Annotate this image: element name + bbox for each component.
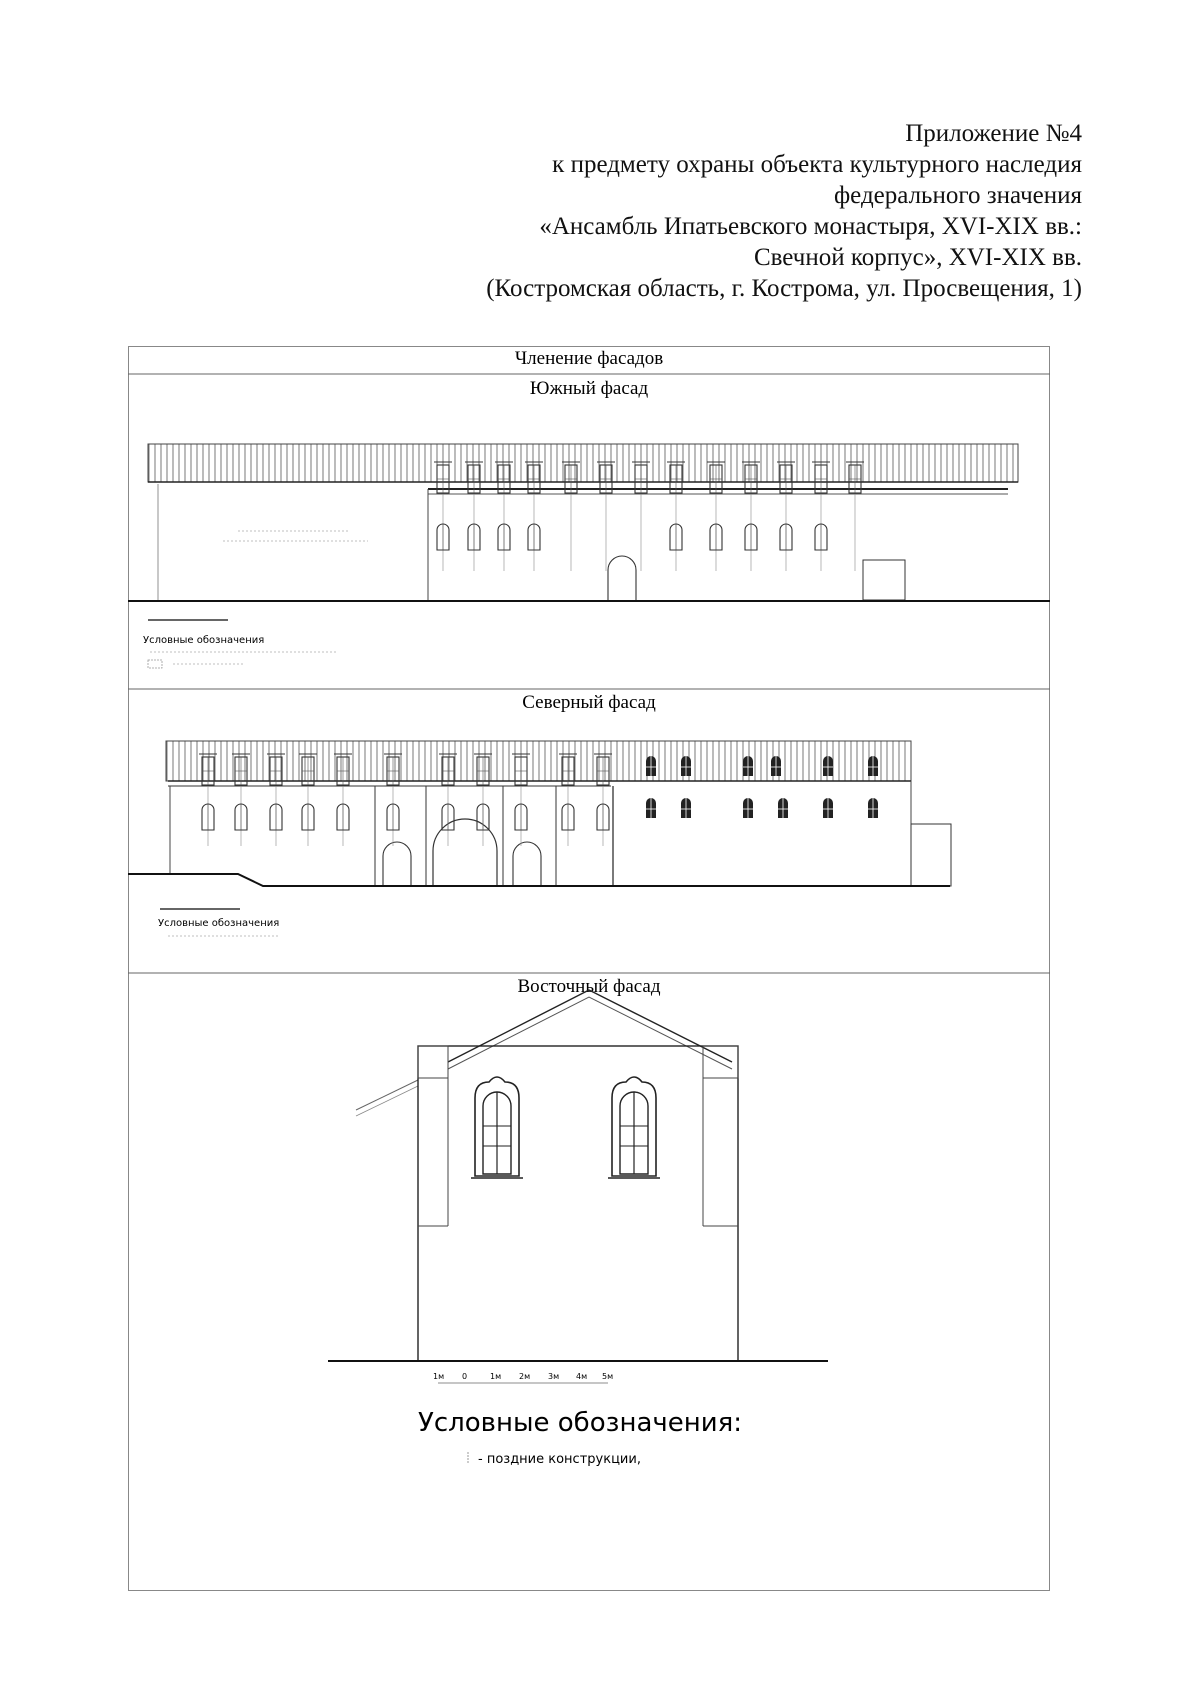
east-window-1: [471, 1077, 523, 1178]
scale-label-1: 1м: [490, 1372, 502, 1381]
north-lower-window-dark: [778, 798, 788, 818]
south-upper-window: [777, 462, 795, 493]
north-lower-window-dark: [681, 798, 691, 818]
north-lower-window: [337, 804, 349, 830]
north-upper-window: [594, 754, 612, 785]
south-lower-window: [498, 524, 510, 550]
south-upper-window: [465, 462, 483, 493]
north-lower-window: [562, 804, 574, 830]
north-upper-window-dark: [646, 756, 656, 776]
scale-label-0: 0: [462, 1372, 468, 1381]
scale-label-2: 2м: [519, 1372, 531, 1381]
sheet-title: Членение фасадов: [514, 348, 664, 369]
south-upper-window: [667, 462, 685, 493]
south-upper-window: [562, 462, 580, 493]
south-lower-window: [670, 524, 682, 550]
north-annex: [911, 824, 951, 886]
east-window-2: [608, 1077, 660, 1178]
east-gable: [448, 990, 732, 1062]
south-lower-window: [745, 524, 757, 550]
east-facade-drawing: [328, 990, 828, 1361]
north-upper-window: [232, 754, 250, 785]
north-lower-window: [477, 804, 489, 830]
scale-label-minus1: 1м: [433, 1372, 445, 1381]
south-lower-window: [815, 524, 827, 550]
document-header: [282, 118, 1082, 304]
north-upper-window: [439, 754, 457, 785]
north-upper-window-dark: [681, 756, 691, 776]
north-lower-window: [597, 804, 609, 830]
south-upper-window: [707, 462, 725, 493]
north-lower-window: [202, 804, 214, 830]
north-roof: [166, 741, 911, 781]
north-facade-title: Северный фасад: [522, 692, 656, 713]
header-line-ensemble: «Ансамбль Ипатьевского монастыря, XVI-XIX вв.:: [539, 213, 1082, 240]
east-wall: [418, 1046, 738, 1361]
north-upper-window: [384, 754, 402, 785]
north-upper-window: [299, 754, 317, 785]
south-lower-window: [528, 524, 540, 550]
north-upper-window: [512, 754, 530, 785]
scale-label-4: 4м: [576, 1372, 588, 1381]
north-lower-window-dark: [823, 798, 833, 818]
north-lower-window: [387, 804, 399, 830]
north-upper-window: [334, 754, 352, 785]
south-upper-window: [846, 462, 864, 493]
scale-label-3: 3м: [548, 1372, 560, 1381]
east-legend-item: - поздние конструкции,: [478, 1452, 641, 1467]
header-line-building: Свечной корпус», XVI-XIX вв.: [753, 244, 1082, 271]
east-facade-title: Восточный фасад: [517, 976, 661, 997]
south-upper-window: [742, 462, 760, 493]
north-lower-window: [235, 804, 247, 830]
south-lower-window: [468, 524, 480, 550]
east-legend-title: Условные обозначения:: [418, 1408, 743, 1438]
south-upper-window: [434, 462, 452, 493]
north-gate-arch: [433, 819, 497, 886]
south-lower-window: [710, 524, 722, 550]
facades-sheet: [128, 346, 1050, 1591]
north-upper-window: [199, 754, 217, 785]
north-upper-window-dark: [823, 756, 833, 776]
south-entrance-arch: [608, 556, 636, 600]
north-upper-window: [474, 754, 492, 785]
north-upper-window-dark: [771, 756, 781, 776]
facades-drawing: [128, 346, 1050, 1591]
north-legend-title: Условные обозначения: [158, 918, 280, 929]
north-lower-window-dark: [743, 798, 753, 818]
south-annex-door: [863, 560, 905, 600]
scale-label-5: 5м: [602, 1372, 614, 1381]
north-lower-window-dark: [868, 798, 878, 818]
north-upper-window: [559, 754, 577, 785]
appendix-number: Приложение №4: [905, 120, 1082, 147]
south-facade-drawing: [128, 444, 1050, 620]
south-upper-window: [812, 462, 830, 493]
south-roof: [148, 444, 1018, 482]
north-upper-window-dark: [868, 756, 878, 776]
south-upper-window: [632, 462, 650, 493]
north-lower-window: [515, 804, 527, 830]
sheet-border: [129, 347, 1050, 1591]
header-line-address: (Костромская область, г. Кострома, ул. Просвещения, 1): [486, 275, 1082, 302]
north-lower-window: [442, 804, 454, 830]
north-ground-line: [128, 874, 950, 886]
south-lower-window: [780, 524, 792, 550]
north-upper-window-dark: [743, 756, 753, 776]
south-upper-window: [495, 462, 513, 493]
south-lower-window: [437, 524, 449, 550]
south-legend-title: Условные обозначения: [143, 635, 265, 646]
header-line-subject: к предмету охраны объекта культурного наследия: [552, 151, 1082, 178]
south-upper-window: [597, 462, 615, 493]
north-lower-window-dark: [646, 798, 656, 818]
header-line-significance: федерального значения: [833, 182, 1082, 209]
south-facade-title: Южный фасад: [529, 378, 649, 399]
north-upper-window: [267, 754, 285, 785]
north-lower-window: [270, 804, 282, 830]
north-lower-window: [302, 804, 314, 830]
south-upper-window: [525, 462, 543, 493]
